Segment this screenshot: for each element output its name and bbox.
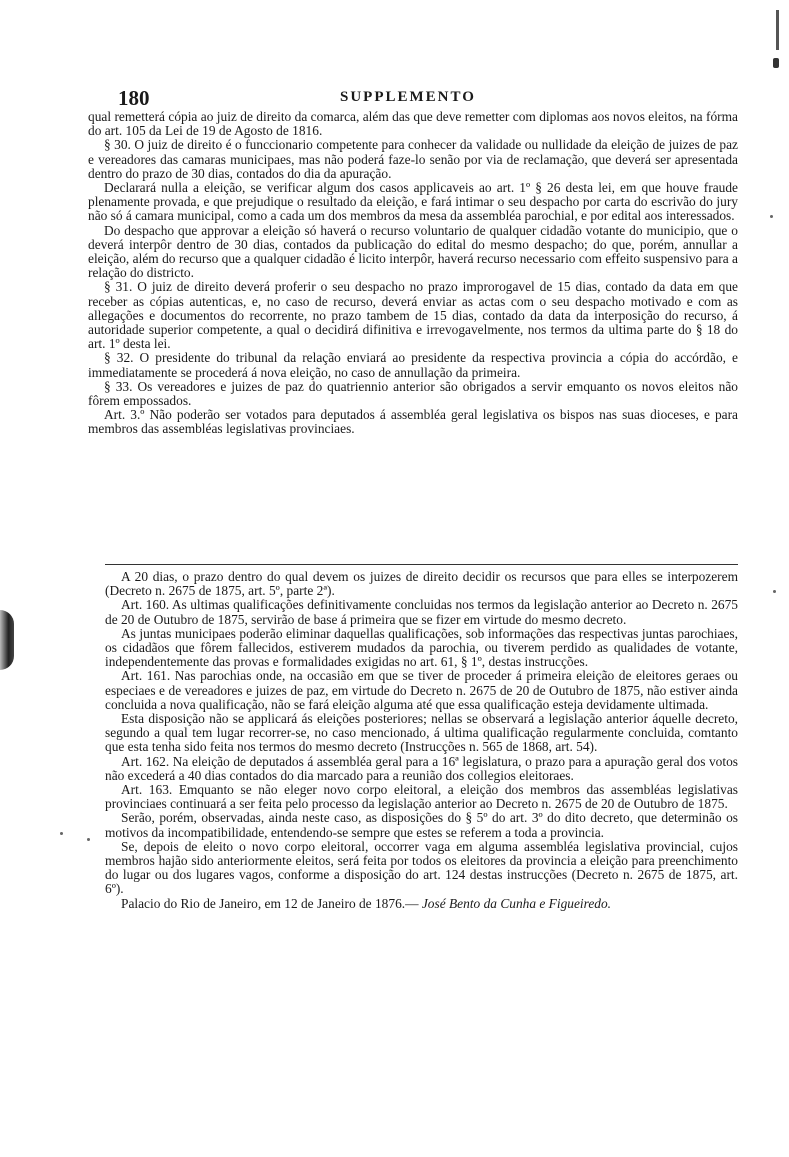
paragraph: As juntas municipaes poderão eliminar daquellas qualificações, sob informações das respectivas juntas parochiaes, os cidadãos que fôrem fallecidos, estiverem mudados da parochia, ou tiverem perdido as qualidades de votante, independentemente das provas e formalidades exigidas no art. 61, § 1º, destas instrucções.	[105, 625, 738, 670]
signature-line	[105, 897, 738, 911]
section-divider	[105, 564, 738, 565]
paragraph: Art. 3.º Não poderão ser votados para deputados á assembléa geral legislativa os bispos nas suas dioceses, e para membros das assembléas legislativas provinciaes.	[88, 407, 738, 437]
paragraph: Do despacho que approvar a eleição só haverá o recurso voluntario de qualquer cidadão votante do municipio, que o deverá interpôr dentro de 30 dias, contados da publicação do edital do mesmo despacho; do que, porém, annullar a eleição, além do recurso que a qualquer cidadão é licito interpôr, haverá recurso necessario com effeito suspensivo para a relação do districto.	[88, 222, 738, 281]
paragraph: A 20 dias, o prazo dentro do qual devem os juizes de direito decidir os recursos que para elles se interpozerem (Decreto n. 2675 de 1875, art. 5º, parte 2ª).	[105, 569, 738, 599]
page-header	[118, 86, 736, 110]
paragraph: Art. 160. As ultimas qualificações definitivamente concluidas nos termos da legislação anterior ao Decreto n. 2675 de 20 de Outubro de 1875, servirão de base á primeira que se fizer em virtude do mesmo decreto.	[105, 597, 738, 627]
scan-speck	[770, 215, 773, 218]
paragraph: Art. 163. Emquanto se não eleger novo corpo eleitoral, a eleição dos membros das assembléas legislativas provinciaes continuará a ser feita pelo processo da legislação anterior ao Decreto n. 2675 de 20 de Outubro de 1875.	[105, 782, 738, 812]
signature-place-date: Palacio do Rio de Janeiro, em 12 de Janeiro de 1876.—	[121, 895, 419, 911]
running-title: SUPPLEMENTO	[340, 89, 476, 105]
signatory-name: José Bento da Cunha e Figueiredo.	[421, 895, 612, 911]
paragraph: Serão, porém, observadas, ainda neste caso, as disposições do § 5º do art. 3º do dito decreto, que determinão os motivos da incompatibilidade, entendendo-se sempre que estes se referem a toda a provincia.	[105, 810, 738, 840]
paragraph: § 32. O presidente do tribunal da relação enviará ao presidente da respectiva provincia a cópia do accórdão, e immediatamente se procederá á nova eleição, no caso de annullação da primeira.	[88, 350, 738, 380]
scan-mark-right-blot	[773, 58, 779, 68]
scan-speck	[60, 832, 63, 835]
instructions-text	[105, 570, 738, 911]
page-number: 180	[118, 86, 150, 110]
paragraph: § 30. O juiz de direito é o funccionario competente para conhecer da validade ou nullidade da eleição de juizes de paz e vereadores das camaras municipaes, mas não poderá faze-lo senão por via de reclamação, que deverá ser apresentada dentro do prazo de 30 dias, contados do dia da apuração.	[88, 137, 738, 181]
scan-speck	[87, 838, 90, 841]
scan-speck	[773, 590, 776, 593]
paragraph: Art. 162. Na eleição de deputados á assembléa geral para a 16ª legislatura, o prazo para a apuração geral dos votos não excederá a 40 dias contados do dia marcado para a reunião dos collegios eleitoraes.	[105, 753, 738, 783]
scan-shadow-left	[0, 610, 14, 670]
paragraph: § 33. Os vereadores e juizes de paz do quatriennio anterior são obrigados a servir emquanto os novos eleitos não fôrem empossados.	[88, 378, 738, 409]
paragraph: Esta disposição não se applicará ás eleições posteriores; nellas se observará a legislação anterior áquelle decreto, segundo a qual tem lugar recorrer-se, no caso mencionado, á ultima qualificação regularmente concluida, comtanto que esta tenha sido feita nos termos do mesmo decreto (Instrucções n. 565 de 1868, art. 54).	[105, 711, 738, 755]
paragraph: § 31. O juiz de direito deverá proferir o seu despacho no prazo improrogavel de 15 dias, contado da data em que receber as cópias autenticas, e, no caso de recurso, deverá enviar as actas com o seu despacho motivado e com as allegações e documentos do recorrente, no prazo tambem de 15 dias, contado da data da interposição do recurso, á autoridade superior competente, a qual o decidirá difinitiva e irrevogavelmente, nos termos da ultima parte do § 18 do art. 1º desta lei.	[88, 279, 738, 352]
paragraph: Se, depois de eleito o novo corpo eleitoral, occorrer vaga em alguma assembléa legislativa provincial, cujos membros hajão sido anteriormente eleitos, será feita por todos os eleitores da provincia a eleição para preenchimento do lugar ou dos lugares vagos, conforme a disposição do art. 124 destas instrucções (Decreto n. 2675 de 1875, art. 6º).	[105, 838, 738, 897]
paragraph: Declarará nulla a eleição, se verificar algum dos casos applicaveis ao art. 1º § 26 desta lei, em que houve fraude plenamente provada, e que prejudique o resultado da eleição, e fará intimar o seu despacho por carta do escrivão do jury não só á camara municipal, como a cada um dos membros da mesa da assembléa parochial, e por edital aos interessados.	[88, 180, 738, 224]
scan-mark-right	[776, 10, 779, 50]
paragraph: qual remetterá cópia ao juiz de direito da comarca, além das que deve remetter com diplomas aos novos eleitos, na fórma do art. 105 da Lei de 19 de Agosto de 1816.	[88, 109, 738, 139]
main-text	[88, 110, 738, 437]
paragraph: Art. 161. Nas parochias onde, na occasião em que se tiver de proceder á primeira eleição de eleitores geraes ou especiaes e de vereadores e juizes de paz, em virtude do Decreto n. 2675 de 20 de Outubro de 1875, não estiver ainda concluida a nova qualificação, não se fará eleição alguma até que essa qualificação esteja devidamente ultimada.	[105, 668, 738, 712]
